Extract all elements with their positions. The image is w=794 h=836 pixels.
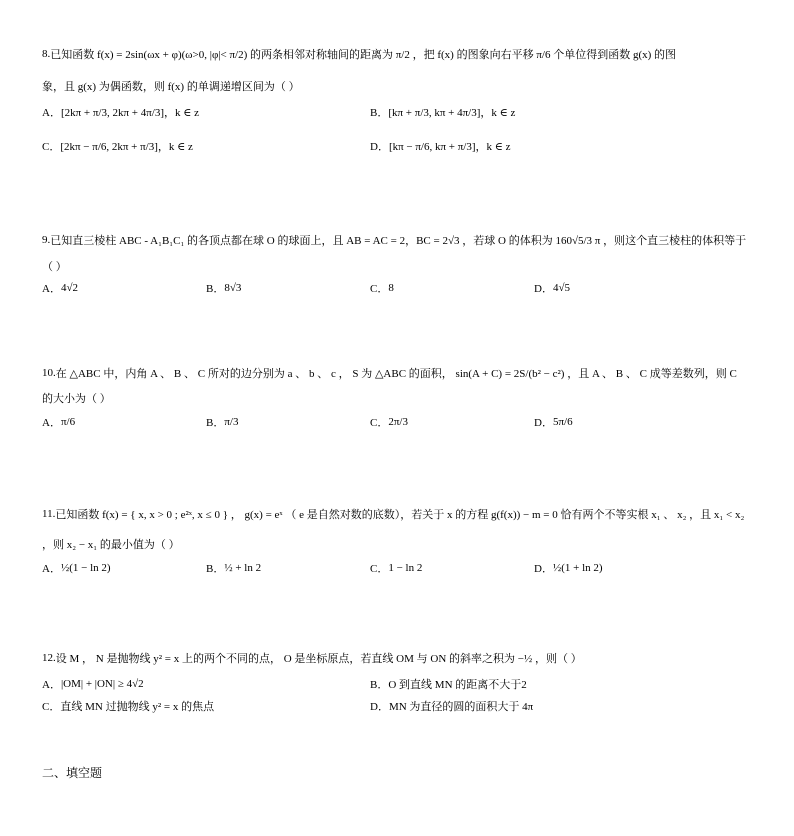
question-9-option-c[interactable]	[370, 280, 394, 296]
question-12-option-a[interactable]	[42, 676, 144, 692]
option-text: [kπ + π/3, kπ + 4π/3]，k ∈ z	[388, 107, 516, 119]
question-9-option-a[interactable]	[42, 280, 78, 296]
option-text: 8√3	[224, 282, 242, 294]
question-11-stem-text: 已知函数 f(x) = { x, x > 0 ; e²ˣ, x ≤ 0 } ， g(x) = eˣ （ e 是自然对数的底数），若关于 x 的方程 g(f(x)) − m = 0 恰有两个不等实根 x₁ 、 x₂ ，且 x₁ < x₂	[55, 509, 745, 521]
question-8-option-d[interactable]	[370, 138, 511, 154]
option-label: C．	[370, 417, 389, 429]
option-text: 4√2	[60, 282, 78, 294]
option-text: ½(1 − ln 2)	[60, 562, 111, 574]
option-label: C．	[370, 283, 389, 295]
option-text: 8	[388, 282, 394, 294]
question-10-stem-line-2	[42, 390, 111, 406]
question-9-number: 9.	[42, 234, 51, 246]
option-label: A．	[42, 679, 61, 691]
option-text: 4√5	[552, 282, 570, 294]
question-10-number: 10.	[42, 367, 56, 379]
option-text: O 到直线 MN 的距离不大于2	[388, 679, 527, 691]
option-text: [2kπ − π/6, 2kπ + π/3]，k ∈ z	[60, 141, 193, 153]
option-label: A．	[42, 107, 61, 119]
option-label: C．	[370, 563, 389, 575]
option-text: [kπ − π/6, kπ + π/3]，k ∈ z	[388, 141, 511, 153]
question-8-option-c[interactable]	[42, 138, 193, 154]
option-label: A．	[42, 417, 61, 429]
option-label: D．	[534, 283, 553, 295]
question-11-stem-line-1	[42, 506, 744, 522]
question-8-stem-text: 已知函数 f(x) = 2sin(ωx + φ)(ω>0, |φ|< π/2) 的两条相邻对称轴间的距离为 π/2 ，把 f(x) 的图象向右平移 π/6 个单位得到函数 g(x) 的图	[50, 49, 677, 61]
question-12-option-c[interactable]	[42, 698, 214, 714]
option-label: D．	[370, 141, 389, 153]
question-8-stem-text: 象，且 g(x) 为偶函数，则 f(x) 的单调递增区间为（ ）	[42, 81, 300, 93]
question-12-stem-text: 设 M ， N 是抛物线 y² = x 上的两个不同的点， O 是坐标原点，若直线 OM 与 ON 的斜率之积为 −½ ，则（ ）	[55, 653, 582, 665]
question-9-stem-text: 已知直三棱柱 ABC - A₁B₁C₁ 的各顶点都在球 O 的球面上，且 AB = AC = 2，BC = 2√3 ，若球 O 的体积为 160√5/3 π ，则这个直三棱柱的体积等于	[50, 235, 747, 247]
question-8-option-b[interactable]	[370, 104, 515, 120]
question-12-option-d[interactable]	[370, 698, 533, 714]
option-text: |OM| + |ON| ≥ 4√2	[60, 678, 144, 690]
option-text: 5π/6	[552, 416, 573, 428]
option-label: B．	[206, 563, 225, 575]
question-8-option-a[interactable]	[42, 104, 199, 120]
option-text: 2π/3	[388, 416, 408, 428]
option-label: B．	[370, 107, 389, 119]
question-11-option-b[interactable]	[206, 560, 261, 576]
question-12-stem-line-1	[42, 650, 582, 666]
option-label: A．	[42, 563, 61, 575]
option-label: D．	[534, 563, 553, 575]
question-11-number: 11.	[42, 508, 56, 520]
question-9-stem-line-2	[42, 258, 67, 274]
question-12-option-b[interactable]	[370, 676, 527, 692]
option-text: π/6	[60, 416, 76, 428]
section-heading-fill-in-blank: 二、填空题	[42, 766, 103, 780]
option-label: D．	[370, 701, 389, 713]
question-11-option-d[interactable]	[534, 560, 603, 576]
question-8-stem-line-2	[42, 78, 300, 94]
question-8-stem-line-1	[42, 46, 676, 62]
option-text: 1 − ln 2	[388, 562, 423, 574]
question-10-stem-text: 在 △ABC 中，内角 A 、 B 、 C 所对的边分别为 a 、 b 、 c ， S 为 △ABC 的面积， sin(A + C) = 2S/(b² − c²) ，且 A 、 B 、 C 成等差数列，则 C	[55, 368, 737, 380]
question-10-option-d[interactable]	[534, 414, 573, 430]
question-11-option-a[interactable]	[42, 560, 111, 576]
option-text: 直线 MN 过抛物线 y² = x 的焦点	[60, 701, 215, 713]
question-9-stem-text: （ ）	[42, 261, 67, 273]
option-label: B．	[370, 679, 389, 691]
question-9-option-b[interactable]	[206, 280, 241, 296]
option-text: ½ + ln 2	[224, 562, 262, 574]
question-10-option-c[interactable]	[370, 414, 408, 430]
question-10-stem-text: 的大小为（ ）	[42, 393, 111, 405]
question-10-option-a[interactable]	[42, 414, 75, 430]
question-11-stem-text: ，则 x₂ − x₁ 的最小值为（ ）	[42, 539, 180, 551]
option-text: MN 为直径的圆的面积大于 4π	[388, 701, 534, 713]
option-label: B．	[206, 417, 225, 429]
option-label: C．	[42, 701, 61, 713]
question-10-option-b[interactable]	[206, 414, 238, 430]
option-label: C．	[42, 141, 61, 153]
question-10-stem-line-1	[42, 365, 737, 381]
option-text: ½(1 + ln 2)	[552, 562, 603, 574]
option-text: π/3	[224, 416, 239, 428]
question-12-number: 12.	[42, 652, 56, 664]
option-label: A．	[42, 283, 61, 295]
option-label: B．	[206, 283, 225, 295]
question-8-number: 8.	[42, 48, 51, 60]
question-11-option-c[interactable]	[370, 560, 422, 576]
question-9-stem-line-1	[42, 232, 746, 248]
question-11-stem-line-2	[42, 536, 180, 552]
option-label: D．	[534, 417, 553, 429]
option-text: [2kπ + π/3, 2kπ + 4π/3]，k ∈ z	[60, 107, 200, 119]
question-9-option-d[interactable]	[534, 280, 570, 296]
